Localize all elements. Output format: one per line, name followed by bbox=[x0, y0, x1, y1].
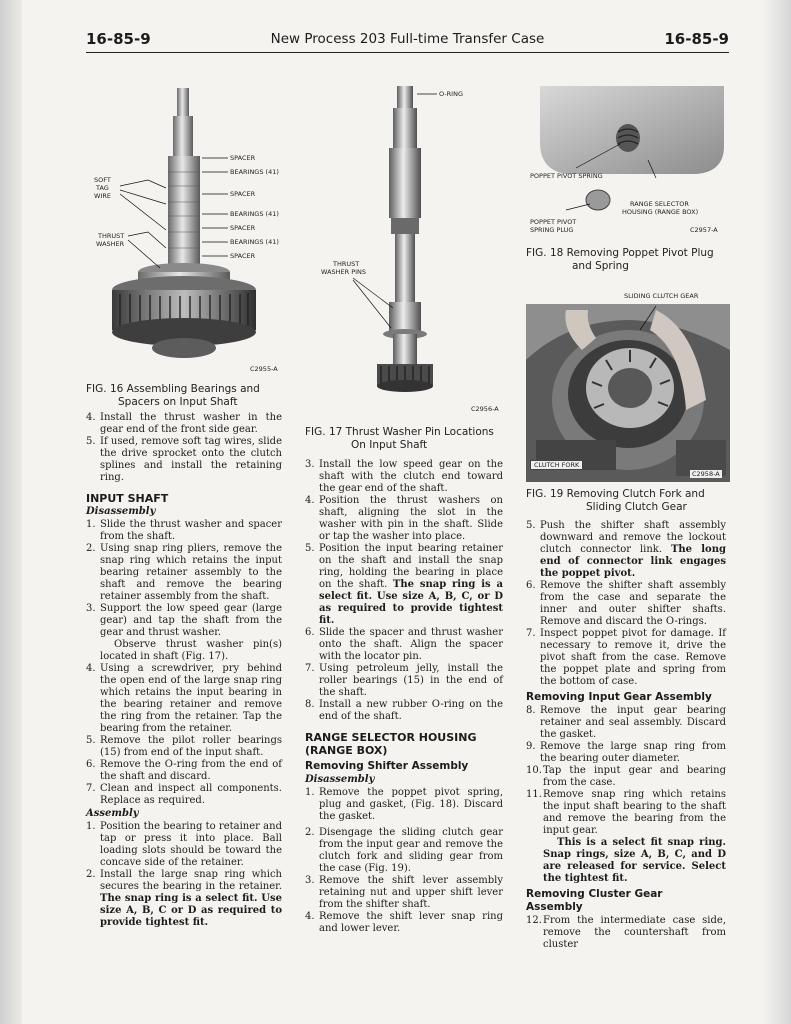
step-number: 3. bbox=[86, 603, 96, 614]
step-number: 12. bbox=[526, 915, 542, 926]
heading-removing-cluster-gear bbox=[526, 888, 726, 914]
label-poppet-plug-1: POPPET PIVOT bbox=[530, 218, 577, 226]
page-number-left: 16-85-9 bbox=[86, 30, 151, 48]
step-note-bold: This is a select fit snap ring. Snap rings, size A, B, C, and D are released for service. Select the tightest fit. bbox=[543, 837, 726, 884]
step-a2 bbox=[86, 869, 282, 929]
figure-17-caption-line-1: FIG. 17 Thrust Washer Pin Locations bbox=[305, 426, 494, 438]
label-poppet-pivot-spring: POPPET PIVOT SPRING bbox=[530, 172, 603, 180]
step-remove-shaft-snap-ring bbox=[526, 789, 726, 837]
step-number: 7. bbox=[86, 783, 96, 794]
figure-19-caption-line-1: FIG. 19 Removing Clutch Fork and bbox=[526, 488, 705, 500]
figure-16 bbox=[86, 82, 292, 372]
step-number: 5. bbox=[526, 520, 536, 531]
step-text: Slide the spacer and thrust washer onto the shaft. Align the spacer with the locator pin. bbox=[319, 627, 503, 662]
step-push-shifter-shaft bbox=[526, 520, 726, 580]
thrust-washer-pin-photo bbox=[305, 82, 511, 418]
figure-18-caption-line-1: FIG. 18 Removing Poppet Pivot Plug bbox=[526, 247, 714, 259]
label-clutch-fork: CLUTCH FORK bbox=[530, 460, 583, 470]
step-remove-large-snap-ring bbox=[526, 741, 726, 765]
step-text: From the intermediate case side, remove the countershaft from cluster bbox=[543, 915, 726, 950]
step-note-bold: The snap ring is a select fit. Use size A, B, C or D as required to provide tightest fit. bbox=[100, 893, 282, 928]
step-a1 bbox=[86, 821, 282, 869]
heading-input-shaft: INPUT SHAFT bbox=[86, 492, 169, 505]
label-soft-tag-wire-2: TAG bbox=[96, 184, 109, 192]
clutch-fork-photo bbox=[526, 290, 730, 482]
input-shaft-bearings-photo bbox=[86, 82, 292, 372]
step-text: Disengage the sliding clutch gear from the input gear and remove the clutch fork and sliding gear from the case (Fig. 19). bbox=[319, 827, 503, 874]
step-number: 3. bbox=[305, 875, 315, 886]
step-position-bearing-retainer bbox=[305, 543, 503, 627]
step-number: 3. bbox=[305, 459, 315, 470]
text-column-3 bbox=[526, 520, 726, 951]
step-text: Inspect poppet pivot for damage. If necessary to remove it, drive the pivot shaft from the case. Remove the poppet plate and spring from the bottom of case. bbox=[540, 628, 726, 687]
figure-17-code: C2956-A bbox=[471, 405, 499, 413]
step-d3 bbox=[86, 603, 282, 639]
step-text: Slide the thrust washer and spacer from the shaft. bbox=[100, 519, 282, 542]
step-text: Tap the input gear and bearing from the case. bbox=[543, 765, 726, 788]
figure-16-caption bbox=[86, 383, 260, 409]
label-thrust-washer-pins-2: WASHER PINS bbox=[321, 268, 367, 276]
step-text: Remove the shifter shaft assembly from the case and separate the inner and outer shifter shafts. Remove and discard the O-rings. bbox=[540, 580, 726, 627]
step-number: 4. bbox=[305, 495, 315, 506]
label-thrust-washer-pins-1: THRUST bbox=[333, 260, 360, 268]
figure-18-code: C2957-A bbox=[690, 226, 718, 234]
step-number: 6. bbox=[526, 580, 536, 591]
label-spacer-2: SPACER bbox=[230, 190, 256, 198]
step-text: Remove the shift lever assembly retaining nut and upper shift lever from the shifter shaft. bbox=[319, 875, 503, 910]
step-number: 9. bbox=[526, 741, 536, 752]
figure-18-caption-line-2: and Spring bbox=[572, 260, 629, 272]
step-d3-note: Observe thrust washer pin(s) located in shaft (Fig. 17). bbox=[100, 639, 282, 662]
figure-18 bbox=[526, 82, 730, 240]
step-remove-input-gear-retainer bbox=[526, 705, 726, 741]
page-header bbox=[86, 30, 729, 53]
step-d7 bbox=[86, 783, 282, 807]
label-range-selector-2: HOUSING (RANGE BOX) bbox=[622, 208, 699, 216]
step-number: 5. bbox=[305, 543, 315, 554]
heading-line-1: Removing Cluster Gear bbox=[526, 888, 663, 900]
label-spacer-1: SPACER bbox=[230, 154, 256, 162]
figure-17-caption-line-2: On Input Shaft bbox=[351, 439, 428, 451]
step-d1 bbox=[86, 519, 282, 543]
step-text: Push the shifter shaft assembly downward and remove the lockout clutch connector link. bbox=[540, 520, 726, 555]
figure-16-caption-line-2: Spacers on Input Shaft bbox=[118, 396, 238, 408]
step-text: Remove the input gear bearing retainer and seal assembly. Discard the gasket. bbox=[540, 705, 726, 740]
step-number: 7. bbox=[526, 628, 536, 639]
figure-19-code: C2958-A bbox=[692, 470, 720, 478]
step-install-roller-bearings bbox=[305, 663, 503, 699]
label-range-selector-1: RANGE SELECTOR bbox=[630, 200, 689, 208]
figure-18-caption bbox=[526, 247, 714, 273]
heading-removing-input-gear: Removing Input Gear Assembly bbox=[526, 691, 712, 703]
label-thrust-washer-1: THRUST bbox=[98, 232, 125, 240]
step-number: 7. bbox=[305, 663, 315, 674]
figure-19-caption-line-2: Sliding Clutch Gear bbox=[586, 501, 687, 513]
label-spacer-3: SPACER bbox=[230, 224, 256, 232]
step-number: 4. bbox=[86, 412, 96, 423]
text-column-1 bbox=[86, 412, 282, 929]
label-o-ring: O-RING bbox=[439, 90, 463, 98]
step-s2 bbox=[305, 827, 503, 875]
subheading-assembly: Assembly bbox=[86, 808, 139, 819]
step-d6 bbox=[86, 759, 282, 783]
step-slide-spacer bbox=[305, 627, 503, 663]
step-s3 bbox=[305, 875, 503, 911]
figure-16-caption-line-1: FIG. 16 Assembling Bearings and bbox=[86, 383, 260, 395]
step-s1 bbox=[305, 787, 503, 823]
step-text: Remove the large snap ring from the bearing outer diameter. bbox=[540, 741, 726, 764]
page-title: New Process 203 Full-time Transfer Case bbox=[270, 31, 545, 47]
poppet-pivot-plug-photo bbox=[526, 82, 730, 240]
step-snap-ring-note bbox=[526, 837, 726, 885]
step-text: Remove the O-ring from the end of the shaft and discard. bbox=[100, 759, 282, 782]
step-number: 2. bbox=[86, 543, 96, 554]
step-number: 4. bbox=[86, 663, 96, 674]
step-install-low-speed-gear bbox=[305, 459, 503, 495]
step-d5 bbox=[86, 735, 282, 759]
binding-gutter bbox=[0, 0, 22, 1024]
label-spacer-4: SPACER bbox=[230, 252, 256, 260]
step-remove-soft-tag bbox=[86, 436, 282, 484]
step-install-thrust-washer bbox=[86, 412, 282, 436]
step-number: 4. bbox=[305, 911, 315, 922]
step-text: Using snap ring pliers, remove the snap ring which retains the input bearing retainer assembly to the shaft and remove the bearing retainer assembly from the shaft. bbox=[100, 543, 282, 602]
step-note-bold: The snap ring is a select fit. Use size A, B, C, or D as required to provide tightest fit. bbox=[319, 579, 503, 626]
subheading-disassembly: Disassembly bbox=[305, 774, 375, 785]
step-text: Remove the poppet pivot spring, plug and gasket, (Fig. 18). Discard the gasket. bbox=[319, 787, 503, 822]
step-text: Position the input bearing retainer on the shaft and install the snap ring, holding the bearing in place on the shaft. bbox=[319, 543, 503, 590]
text-column-2 bbox=[305, 459, 503, 935]
step-text: Support the low speed gear (large gear) and tap the shaft from the gear and thrust washer. bbox=[100, 603, 282, 638]
step-number: 1. bbox=[86, 519, 96, 530]
figure-16-code: C2955-A bbox=[250, 365, 278, 373]
label-bearings-2: BEARINGS (41) bbox=[230, 210, 279, 218]
label-thrust-washer-2: WASHER bbox=[96, 240, 125, 248]
page-edge-shadow bbox=[763, 0, 791, 1024]
step-text: Using a screwdriver, pry behind the open end of the large snap ring which retains the input bearing in the bearing retainer and remove the ring from the retainer. Tap the bearing from the retainer. bbox=[100, 663, 282, 734]
step-number: 6. bbox=[86, 759, 96, 770]
step-number: 1. bbox=[305, 787, 315, 798]
label-sliding-clutch-gear: SLIDING CLUTCH GEAR bbox=[624, 292, 699, 300]
step-number: 2. bbox=[305, 827, 315, 838]
step-text: Remove the shift lever snap ring and lower lever. bbox=[319, 911, 503, 934]
heading-line-2: Assembly bbox=[526, 901, 583, 913]
heading-line-2: (RANGE BOX) bbox=[305, 744, 388, 757]
figure-19 bbox=[526, 290, 730, 482]
heading-line-1: RANGE SELECTOR HOUSING bbox=[305, 731, 477, 744]
figure-17 bbox=[305, 82, 511, 418]
step-s4 bbox=[305, 911, 503, 935]
step-number: 10. bbox=[526, 765, 542, 776]
step-text: Remove snap ring which retains the input shaft bearing to the shaft and remove the bearing from the input gear. bbox=[543, 789, 726, 836]
step-text: Install the low speed gear on the shaft with the clutch end toward the gear end of the shaft. bbox=[319, 459, 503, 494]
step-text: Remove the pilot roller bearings (15) from end of the input shaft. bbox=[100, 735, 282, 758]
step-d4 bbox=[86, 663, 282, 735]
step-text: Install the thrust washer in the gear end of the front side gear. bbox=[100, 412, 282, 435]
step-text: Clean and inspect all components. Replace as required. bbox=[100, 783, 282, 806]
label-soft-tag-wire-3: WIRE bbox=[94, 192, 111, 200]
step-number: 5. bbox=[86, 735, 96, 746]
heading-range-selector-housing bbox=[305, 731, 503, 757]
step-text: Install a new rubber O-ring on the end of the shaft. bbox=[319, 699, 503, 722]
heading-removing-shifter: Removing Shifter Assembly bbox=[305, 760, 469, 772]
label-bearings-1: BEARINGS (41) bbox=[230, 168, 279, 176]
step-text: If used, remove soft tag wires, slide the drive sprocket onto the clutch splines and install the retaining ring. bbox=[100, 436, 282, 483]
step-number: 1. bbox=[86, 821, 96, 832]
step-text: Position the bearing to retainer and tap or press it into place. Ball loading slots should be toward the concave side of the retainer. bbox=[100, 821, 282, 868]
step-tap-input-gear bbox=[526, 765, 726, 789]
step-text: Using petroleum jelly, install the roller bearings (15) in the end of the shaft. bbox=[319, 663, 503, 698]
step-text: Position the thrust washers on shaft, aligning the slot in the washer with pin in the shaft. Slide or tap the washer into place. bbox=[319, 495, 503, 542]
label-bearings-3: BEARINGS (41) bbox=[230, 238, 279, 246]
step-number: 6. bbox=[305, 627, 315, 638]
step-number: 8. bbox=[305, 699, 315, 710]
step-note-bold: The long end of connector link engages the poppet pivot. bbox=[540, 544, 726, 579]
figure-17-caption bbox=[305, 426, 494, 452]
step-number: 5. bbox=[86, 436, 96, 447]
label-poppet-plug-2: SPRING PLUG bbox=[530, 226, 574, 234]
step-position-thrust-washers bbox=[305, 495, 503, 543]
subheading-disassembly: Disassembly bbox=[86, 506, 156, 517]
step-remove-shifter-shaft bbox=[526, 580, 726, 628]
figure-19-caption bbox=[526, 488, 705, 514]
step-remove-countershaft bbox=[526, 915, 726, 951]
step-number: 2. bbox=[86, 869, 96, 880]
step-d2 bbox=[86, 543, 282, 603]
step-number: 8. bbox=[526, 705, 536, 716]
step-install-o-ring bbox=[305, 699, 503, 723]
step-inspect-poppet-pivot bbox=[526, 628, 726, 688]
label-soft-tag-wire-1: SOFT bbox=[94, 176, 111, 184]
page-number-right: 16-85-9 bbox=[664, 30, 729, 48]
step-number: 11. bbox=[526, 789, 542, 800]
step-text: Install the large snap ring which secures the bearing in the retainer. bbox=[100, 869, 282, 892]
